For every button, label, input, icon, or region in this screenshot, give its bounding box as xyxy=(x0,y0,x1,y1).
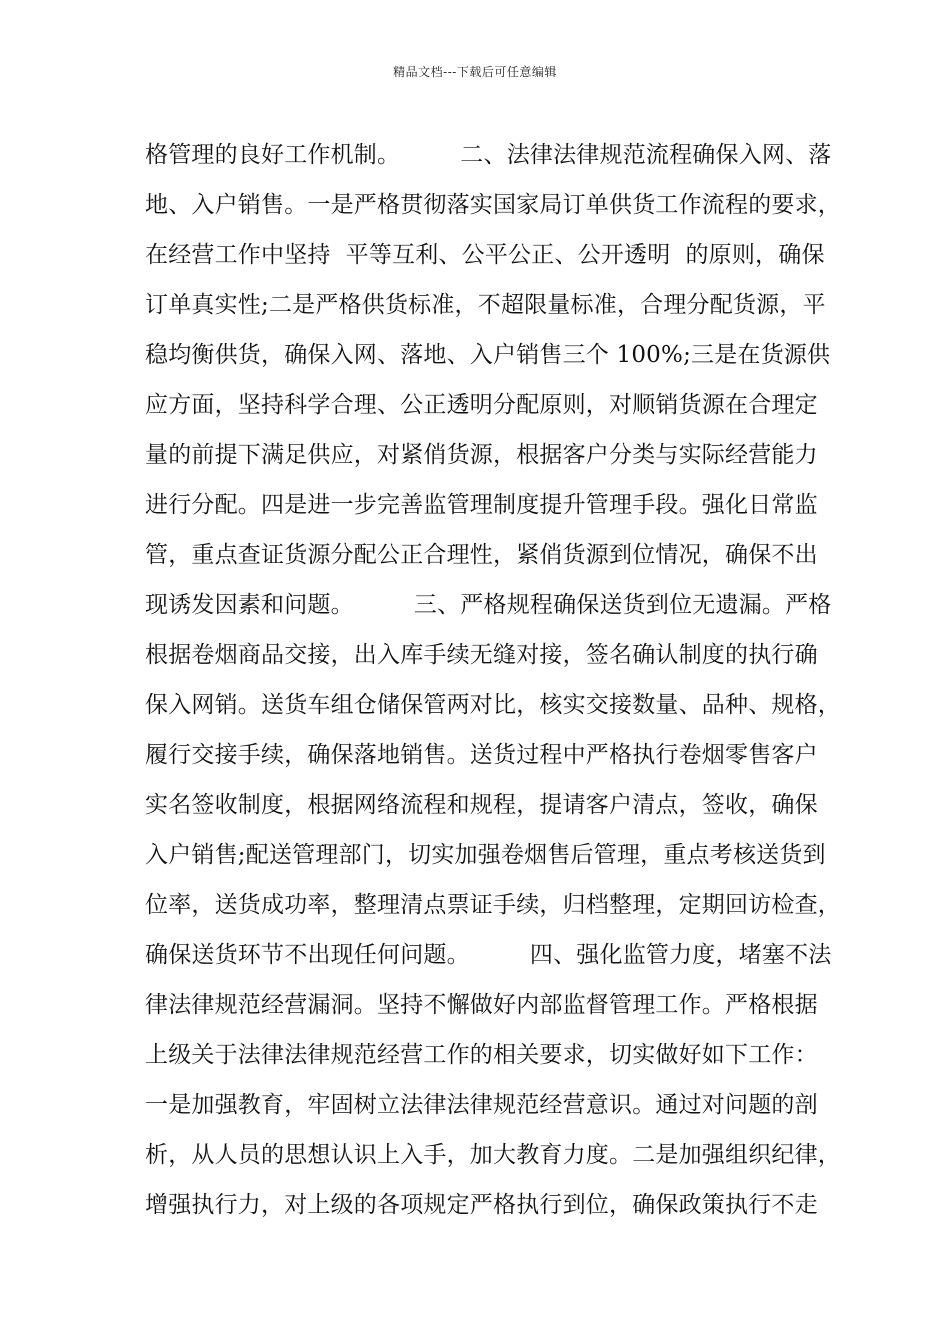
text-line: 根据卷烟商品交接，出入库手续无缝对接，签名确认制度的执行确 xyxy=(145,642,818,668)
text-line: 位率，送货成功率，整理清点票证手续，归档整理，定期回访检查， xyxy=(145,892,841,918)
text-line: 履行交接手续，确保落地销售。送货过程中严格执行卷烟零售客户 xyxy=(145,742,818,768)
text-line: 律法律规范经营漏洞。坚持不懈做好内部监督管理工作。严格根据 xyxy=(145,992,818,1018)
text-line: 格管理的良好工作机制。 二、法律法律规范流程确保入网、落 xyxy=(145,142,832,168)
text-line: 进行分配。四是进一步完善监管理制度提升管理手段。强化日常监 xyxy=(145,492,818,518)
text-line: 析，从人员的思想认识上入手，加大教育力度。二是加强组织纪律， xyxy=(145,1142,841,1168)
text-line: 保入网销。送货车组仓储保管两对比，核实交接数量、品种、规格， xyxy=(145,692,841,718)
text-line: 入户销售;配送管理部门，切实加强卷烟售后管理，重点考核送货到 xyxy=(145,842,826,868)
text-line: 一是加强教育，牢固树立法律法律规范经营意识。通过对问题的剖 xyxy=(145,1092,818,1118)
text-line: 稳均衡供货，确保入网、落地、入户销售三个 100%;三是在货源供 xyxy=(145,342,831,368)
body-text xyxy=(145,130,841,1230)
text-line: 在经营工作中坚持 平等互利、公平公正、公开透明 的原则，确保 xyxy=(145,242,825,268)
text-line: 订单真实性;二是严格供货标准，不超限量标准，合理分配货源，平 xyxy=(145,292,826,318)
text-line: 量的前提下满足供应，对紧俏货源，根据客户分类与实际经营能力 xyxy=(145,442,818,468)
text-line: 地、入户销售。一是严格贯彻落实国家局订单供货工作流程的要求， xyxy=(145,192,841,218)
text-line: 实名签收制度，根据网络流程和规程，提请客户清点，签收，确保 xyxy=(145,792,818,818)
text-line: 现诱发因素和问题。 三、严格规程确保送货到位无遗漏。严格 xyxy=(145,592,832,618)
text-line: 确保送货环节不出现任何问题。 四、强化监管力度，堵塞不法 xyxy=(145,942,832,968)
text-line: 应方面，坚持科学合理、公正透明分配原则，对顺销货源在合理定 xyxy=(145,392,818,418)
page-header: 精品文档---下载后可任意编辑 xyxy=(393,65,557,79)
text-line: 管，重点查证货源分配公正合理性，紧俏货源到位情况，确保不出 xyxy=(145,542,818,568)
text-line: 增强执行力，对上级的各项规定严格执行到位，确保政策执行不走 xyxy=(145,1192,818,1218)
text-line: 上级关于法律法律规范经营工作的相关要求，切实做好如下工作： xyxy=(145,1042,818,1068)
